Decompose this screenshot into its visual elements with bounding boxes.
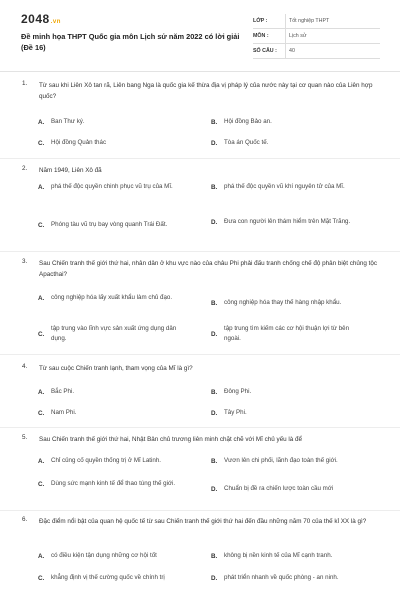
option-a[interactable] xyxy=(38,293,190,303)
option-text: phá thế độc quyền chinh phục vũ trụ của Mĩ. xyxy=(51,183,173,190)
exam-meta xyxy=(253,14,380,59)
option-letter: C. xyxy=(38,221,45,229)
question-text: Sau Chiến tranh thế giới thứ hai, Nhật Bản chủ trương liên minh chặt chẽ với Mĩ chủ yếu là để xyxy=(39,436,303,443)
question-number: 6. xyxy=(22,516,28,523)
meta-value: Tốt nghiệp THPT xyxy=(285,14,329,28)
option-text: Hội đồng Quản thác xyxy=(51,139,107,146)
option-d[interactable] xyxy=(211,573,363,583)
option-letter: A. xyxy=(38,388,45,396)
option-text: Chỉ củng cố quyền thống trị ở Mĩ Latinh. xyxy=(51,457,161,464)
option-text: không bị nền kinh tế của Mĩ cạnh tranh. xyxy=(224,552,333,559)
option-letter: B. xyxy=(211,552,218,560)
option-b[interactable] xyxy=(211,182,363,192)
option-a[interactable] xyxy=(38,117,190,127)
meta-row-count xyxy=(253,44,380,59)
option-letter: B. xyxy=(211,183,218,191)
logo-main: 2048 xyxy=(21,12,50,26)
option-letter: D. xyxy=(211,139,218,147)
question-number: 5. xyxy=(22,434,28,441)
option-text: có điều kiện tận dụng những cơ hội tốt xyxy=(51,552,157,559)
option-text: Tòa án Quốc tế. xyxy=(224,139,269,146)
option-text: Nam Phi. xyxy=(51,409,77,416)
option-letter: D. xyxy=(211,409,218,417)
option-c[interactable] xyxy=(38,573,190,583)
option-letter: D. xyxy=(211,218,218,226)
option-d[interactable] xyxy=(211,408,363,418)
header-divider xyxy=(0,71,400,72)
option-text: khẳng định vị thế cường quốc về chính trị xyxy=(51,574,165,581)
option-d[interactable] xyxy=(211,484,363,494)
option-a[interactable] xyxy=(38,551,190,561)
option-text: tập trung tìm kiếm các cơ hội thuận lợi từ bên ngoài. xyxy=(224,325,350,342)
option-letter: A. xyxy=(38,294,45,302)
question-divider xyxy=(0,510,400,511)
meta-value: 40 xyxy=(285,44,295,58)
option-letter: A. xyxy=(38,552,45,560)
option-d[interactable] xyxy=(211,138,363,148)
option-text: Tây Phi. xyxy=(224,409,247,416)
question-number: 2. xyxy=(22,165,28,172)
option-letter: C. xyxy=(38,574,45,582)
option-text: tập trung vào lĩnh vực sản xuất ứng dụng dân dụng. xyxy=(51,325,177,342)
option-a[interactable] xyxy=(38,456,190,466)
meta-value: Lịch sử xyxy=(285,29,306,43)
option-letter: D. xyxy=(211,485,218,493)
option-text: công nghiệp hóa thay thế hàng nhập khẩu. xyxy=(224,299,342,306)
option-text: Bắc Phi. xyxy=(51,388,75,395)
option-letter: D. xyxy=(211,574,218,582)
option-c[interactable] xyxy=(38,220,190,230)
option-text: Ban Thư ký. xyxy=(51,118,85,125)
option-letter: D. xyxy=(211,330,218,338)
option-b[interactable] xyxy=(211,117,363,127)
option-letter: A. xyxy=(38,183,45,191)
question-number: 1. xyxy=(22,80,28,87)
header xyxy=(0,0,400,66)
option-text: Vươn lên chi phối, lãnh đạo toàn thế giới. xyxy=(224,457,338,464)
option-text: Dùng sức mạnh kinh tế để thao túng thế giới. xyxy=(51,480,176,487)
question-divider xyxy=(0,427,400,428)
option-c[interactable] xyxy=(38,138,190,148)
option-b[interactable] xyxy=(211,456,363,466)
option-letter: C. xyxy=(38,139,45,147)
option-text: Đưa con người lên thám hiểm trên Mặt Trăng. xyxy=(224,218,351,225)
site-logo[interactable] xyxy=(21,12,61,26)
option-letter: A. xyxy=(38,118,45,126)
option-text: Hội đồng Bảo an. xyxy=(224,118,272,125)
option-a[interactable] xyxy=(38,182,190,192)
question-text: Năm 1949, Liên Xô đã xyxy=(39,167,102,174)
meta-key: LỚP : xyxy=(253,18,268,24)
option-c[interactable] xyxy=(38,324,190,344)
option-letter: C. xyxy=(38,409,45,417)
option-a[interactable] xyxy=(38,387,190,397)
meta-key: SỐ CÂU : xyxy=(253,48,277,54)
option-letter: C. xyxy=(38,330,45,338)
option-text: công nghiệp hóa lấy xuất khẩu làm chủ đạo. xyxy=(51,294,173,301)
option-b[interactable] xyxy=(211,387,363,397)
question-divider xyxy=(0,158,400,159)
option-letter: C. xyxy=(38,480,45,488)
question-text: Từ sau cuộc Chiến tranh lạnh, tham vọng của Mĩ là gì? xyxy=(39,365,193,372)
option-b[interactable] xyxy=(211,551,363,561)
option-b[interactable] xyxy=(211,298,363,308)
logo-sub: .vn xyxy=(50,19,61,25)
question-text: Đặc điểm nổi bật của quan hệ quốc tế từ sau Chiến tranh thế giới thứ hai đến đầu những năm 70 của thế kỉ XX là gì? xyxy=(39,518,367,525)
option-letter: B. xyxy=(211,388,218,396)
question-text: Sau Chiến tranh thế giới thứ hai, nhân dân ở khu vực nào của châu Phi phải đấu tranh chống chế độ phân biệt chủng tộc Apacthai? xyxy=(39,260,378,278)
question-number: 4. xyxy=(22,363,28,370)
question-divider xyxy=(0,251,400,252)
option-d[interactable] xyxy=(211,324,363,344)
option-text: phát triển nhanh về quốc phòng - an ninh. xyxy=(224,574,339,581)
question-number: 3. xyxy=(22,258,28,265)
option-letter: B. xyxy=(211,299,218,307)
option-text: phá thế độc quyền vũ khí nguyên tử của Mĩ. xyxy=(224,183,345,190)
option-c[interactable] xyxy=(38,408,190,418)
option-letter: B. xyxy=(211,118,218,126)
meta-row-class xyxy=(253,14,380,29)
question-divider xyxy=(0,354,400,355)
option-letter: A. xyxy=(38,457,45,465)
meta-row-subject xyxy=(253,29,380,44)
option-text: Chuẩn bị đề ra chiến lược toàn cầu mới xyxy=(224,485,334,492)
page-title: Đề minh họa THPT Quốc gia môn Lịch sử năm 2022 có lời giải (Đề 16) xyxy=(21,32,240,52)
option-c[interactable] xyxy=(38,479,190,489)
option-text: Phóng tàu vũ trụ bay vòng quanh Trái Đất. xyxy=(51,221,168,228)
option-letter: B. xyxy=(211,457,218,465)
meta-key: MÔN : xyxy=(253,33,269,39)
question-text: Từ sau khi Liên Xô tan rã, Liên bang Nga là quốc gia kế thừa địa vị pháp lý của nước này tại cơ quan nào của Liên hợp quốc? xyxy=(39,82,373,100)
option-d[interactable] xyxy=(211,217,363,227)
option-text: Đông Phi. xyxy=(224,388,252,395)
